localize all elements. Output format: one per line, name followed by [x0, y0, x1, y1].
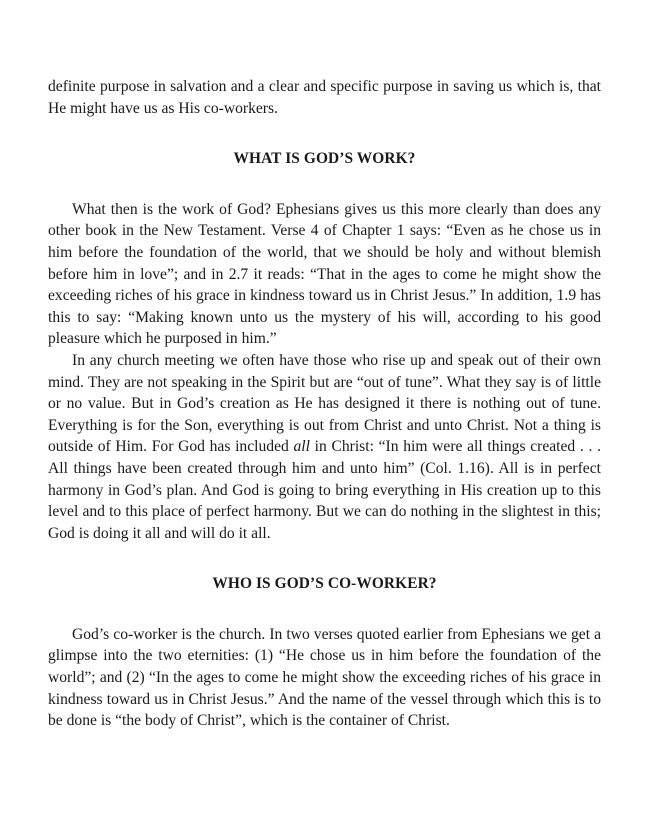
emphasis-text: all	[293, 438, 310, 456]
intro-paragraph: definite purpose in salvation and a clear and specific purpose in saving us which is, that He might have us as His co-workers.	[48, 78, 601, 117]
section2-paragraph-1: God’s co-worker is the church. In two verses quoted earlier from Ephesians we get a glimpse into the two eternities: (1) “He chose us in him before the foundation of the world”; and (2) “In the ages to come he might show the exceeding riches of his grace in kindness toward us in Christ Jesus.” And the name of the vessel through which this is to be done is “the body of Christ”, which is the container of Christ.	[48, 625, 601, 730]
section-heading-gods-co-worker: WHO IS GOD’S CO-WORKER?	[212, 575, 437, 593]
paragraph-text: In any church meeting we often have those who rise up and speak out of their own mind. They are not speaking in the Spirit but are “out of tune”. What they say is of little or no value. But in God’s creation as He has designed it there is nothing out of tune. Everything is for the Son, everything is out from Christ and unto Christ. Not a thing is outside of Him. For God has included	[48, 351, 601, 456]
section1-paragraph-2	[48, 350, 601, 544]
section1-paragraph-1: What then is the work of God? Ephesians gives us this more clearly than does any other book in the New Testament. Verse 4 of Chapter 1 says: “Even as he chose us in him before the foundation of the world, that we should be holy and without blemish before him in love”; and in 2.7 it reads: “That in the ages to come he might show the exceeding riches of his grace in kindness toward us in Christ Jesus.” In addition, 1.9 has this to say: “Making known unto us the mystery of his will, according to his good pleasure which he purposed in him.”	[48, 200, 601, 348]
document-page	[48, 76, 601, 732]
paragraph-text: in Christ: “In him were all things created . . . All things have been created through him and unto him” (Col. 1.16). All is in perfect harmony in God’s plan. And God is going to bring everything in His creation up to this level and to this place of perfect harmony. But we can do nothing in the slightest in this; God is doing it all and will do it all.	[48, 438, 601, 542]
section-heading-gods-work: WHAT IS GOD’S WORK?	[233, 150, 416, 168]
